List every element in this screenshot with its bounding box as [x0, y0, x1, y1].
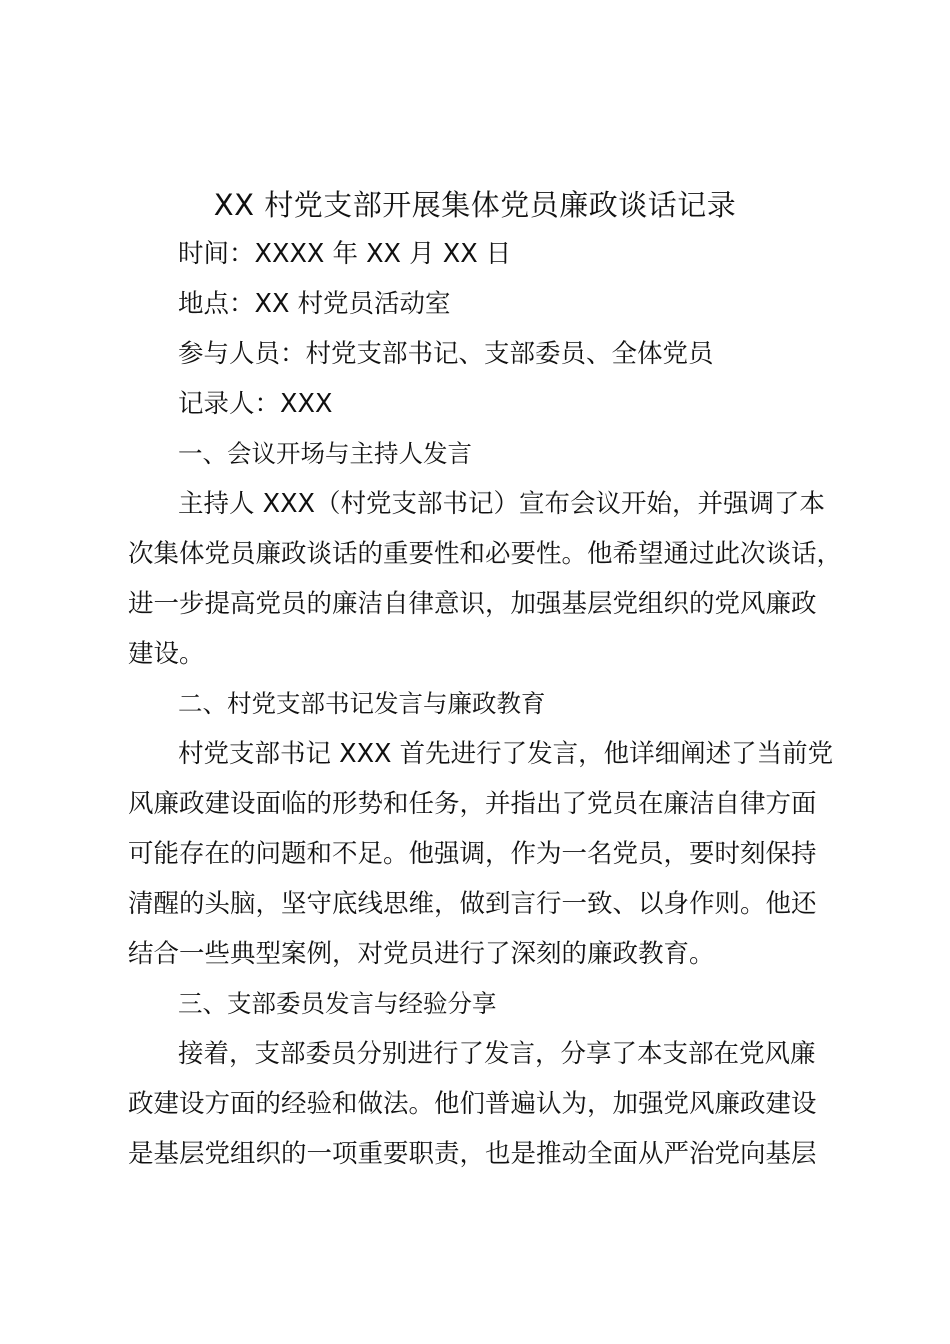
- paragraph-line: 进一步提高党员的廉洁自律意识，加强基层党组织的党风廉政: [128, 589, 817, 619]
- section-heading: 三、支部委员发言与经验分享: [178, 989, 497, 1018]
- paragraph-line: 清醒的头脑，坚守底线思维，做到言行一致、以身作则。他还: [128, 889, 817, 919]
- section-heading: 二、村党支部书记发言与廉政教育: [178, 689, 546, 718]
- section-heading: 一、会议开场与主持人发言: [178, 439, 472, 468]
- meta-recorder: 记录人：XXX: [178, 389, 333, 419]
- paragraph-line: 建设。: [128, 639, 205, 669]
- paragraph-line: 次集体党员廉政谈话的重要性和必要性。他希望通过此次谈话，: [128, 539, 843, 569]
- meta-participants: 参与人员：村党支部书记、支部委员、全体党员: [178, 339, 714, 369]
- paragraph-line: 可能存在的问题和不足。他强调，作为一名党员，要时刻保持: [128, 839, 817, 869]
- paragraph-line: 村党支部书记 XXX 首先进行了发言，他详细阐述了当前党: [178, 739, 834, 769]
- paragraph-line: 是基层党组织的一项重要职责，也是推动全面从严治党向基层: [128, 1139, 817, 1169]
- paragraph-line: 政建设方面的经验和做法。他们普遍认为，加强党风廉政建设: [128, 1089, 817, 1119]
- paragraph-line: 结合一些典型案例，对党员进行了深刻的廉政教育。: [128, 939, 715, 969]
- paragraph-line: 风廉政建设面临的形势和任务，并指出了党员在廉洁自律方面: [128, 789, 817, 819]
- meta-place: 地点：XX 村党员活动室: [178, 289, 451, 319]
- meta-time: 时间：XXXX 年 XX 月 XX 日: [178, 239, 512, 269]
- document-title: XX 村党支部开展集体党员廉政谈话记录: [213, 188, 737, 222]
- paragraph-line: 主持人 XXX（村党支部书记）宣布会议开始，并强调了本: [178, 489, 826, 519]
- paragraph-line: 接着，支部委员分别进行了发言，分享了本支部在党风廉: [178, 1039, 816, 1069]
